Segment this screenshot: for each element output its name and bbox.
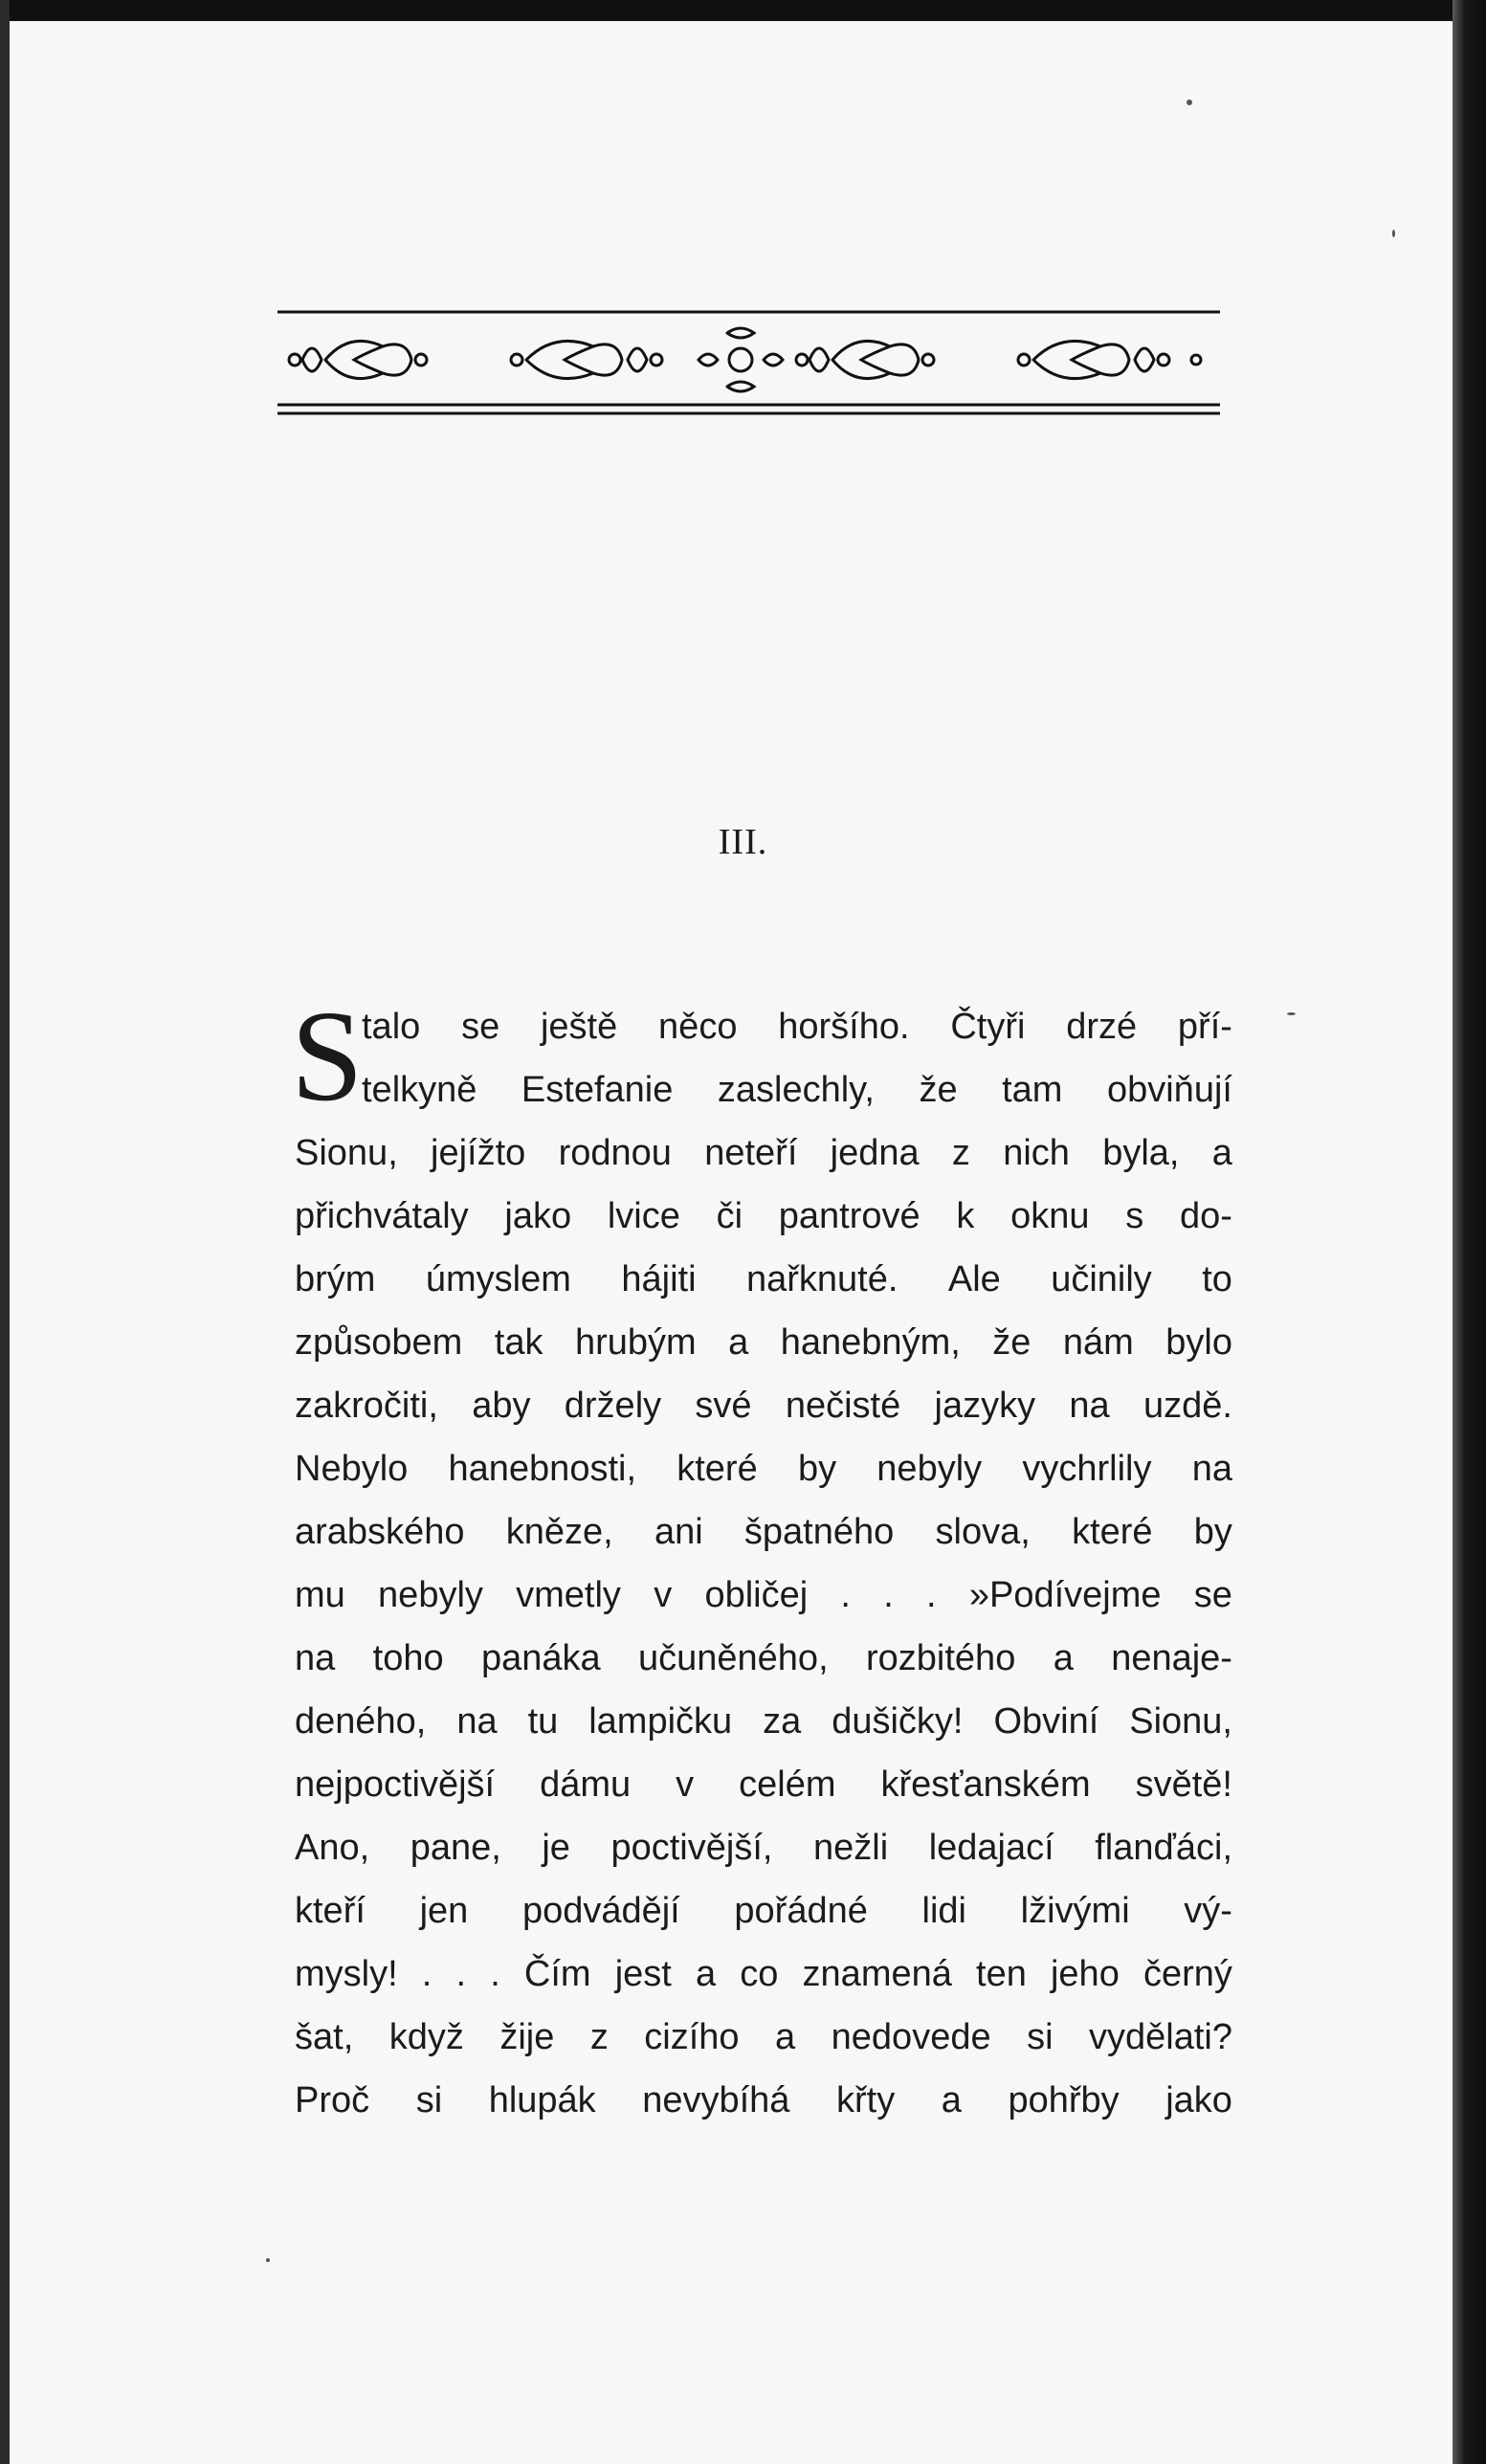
text-word: lvice (607, 1196, 680, 1236)
text-word: oknu (1010, 1196, 1090, 1236)
text-word: tak (494, 1322, 543, 1363)
scan-speck (1392, 230, 1395, 237)
text-word: cizího (644, 2017, 740, 2057)
text-word: a (728, 1322, 749, 1363)
text-word: pantrové (778, 1196, 920, 1236)
scan-top-edge (0, 0, 1486, 21)
text-word: neteří (704, 1133, 798, 1173)
text-word: nenaje- (1111, 1638, 1232, 1678)
text-word: jen (419, 1891, 469, 1931)
text-word: vý- (1184, 1891, 1232, 1931)
text-line (295, 2006, 1232, 2069)
text-line (295, 1058, 1232, 1121)
text-word: hanebnosti, (448, 1449, 637, 1489)
text-word: brým (295, 1259, 376, 1299)
text-word: bylo (1165, 1322, 1232, 1363)
text-word: hlupák (488, 2080, 596, 2120)
text-word: vmetly (516, 1575, 621, 1615)
text-line (295, 1816, 1232, 1879)
text-word: Sionu, (1129, 1701, 1232, 1742)
text-word: které (676, 1449, 758, 1489)
text-word: toho (372, 1638, 444, 1678)
text-word: ledajací (928, 1828, 1054, 1868)
text-word: a (941, 2080, 962, 2120)
text-word: učinily (1051, 1259, 1152, 1299)
text-word: s (1125, 1196, 1144, 1236)
text-line (295, 1374, 1232, 1437)
text-word: by (1193, 1512, 1232, 1552)
text-word: šat, (295, 2017, 354, 2057)
text-word: na (1191, 1449, 1232, 1489)
scan-speck (1287, 1012, 1296, 1015)
text-word: Čtyři (950, 1007, 1026, 1047)
text-word: Ano, (295, 1828, 370, 1868)
text-word: obviňují (1106, 1070, 1232, 1110)
text-word: zakročiti, (295, 1386, 438, 1426)
text-word: nevybíhá (642, 2080, 790, 2120)
text-word: dámu (540, 1765, 632, 1805)
text-word: se (461, 1007, 500, 1047)
text-word: lidi (921, 1891, 966, 1931)
text-word: ten (976, 1954, 1027, 1994)
text-word: špatného (743, 1512, 895, 1552)
text-word: tam (1002, 1070, 1063, 1110)
text-word: vychrlily (1022, 1449, 1152, 1489)
ornament-border-icon (277, 306, 1220, 421)
text-word: deného, (295, 1701, 427, 1742)
text-word: panáka (480, 1638, 601, 1678)
text-word: učuněného, (638, 1638, 829, 1678)
text-word: nedovede (831, 2017, 991, 2057)
text-word: když (388, 2017, 464, 2057)
text-word: je (542, 1828, 570, 1868)
scan-speck (1187, 100, 1192, 105)
text-word: z (951, 1133, 970, 1173)
text-word: že (919, 1070, 958, 1110)
text-word: a (775, 2017, 796, 2057)
text-word: něco (658, 1007, 738, 1047)
text-word: nebyly (378, 1575, 483, 1615)
text-word: to (1202, 1259, 1232, 1299)
text-word: způsobem (295, 1322, 463, 1363)
drop-cap: S (291, 985, 364, 1128)
text-word: by (797, 1449, 837, 1489)
text-word: slova, (935, 1512, 1031, 1552)
text-line (295, 1753, 1232, 1816)
text-word: drzé (1066, 1007, 1138, 1047)
text-word: a (695, 1954, 717, 1994)
chapter-body-text (291, 985, 1232, 2132)
text-line (295, 1500, 1232, 1564)
text-line (295, 1248, 1232, 1311)
text-word: se (1193, 1575, 1232, 1615)
text-word: černý (1142, 1954, 1232, 1994)
text-word: Obviní (993, 1701, 1099, 1742)
text-word: lživými (1020, 1891, 1130, 1931)
text-word: . (455, 1954, 467, 1994)
text-line (295, 1942, 1232, 2006)
text-word: v (676, 1765, 695, 1805)
text-word: nečisté (785, 1386, 901, 1426)
text-word: na (456, 1701, 498, 1742)
text-word: si (1027, 2017, 1054, 2057)
text-word: Estefanie (521, 1070, 674, 1110)
text-word: své (695, 1386, 752, 1426)
text-word: pořádné (734, 1891, 868, 1931)
text-word: hrubým (574, 1322, 697, 1363)
text-word: vydělati? (1088, 2017, 1232, 2057)
text-line (295, 1879, 1232, 1942)
text-word: . (883, 1575, 894, 1615)
text-word: jeho (1050, 1954, 1120, 1994)
text-line (295, 1690, 1232, 1753)
text-line (295, 1627, 1232, 1690)
text-word: křty (836, 2080, 896, 2120)
text-line (295, 1437, 1232, 1500)
text-word: k (956, 1196, 975, 1236)
text-word: talo (362, 1007, 421, 1047)
text-word: nežli (813, 1828, 889, 1868)
text-word: za (763, 1701, 802, 1742)
text-word: nařknuté. (745, 1259, 898, 1299)
text-word: v (654, 1575, 673, 1615)
text-word: pohřby (1008, 2080, 1120, 2120)
text-word: obličej (704, 1575, 809, 1615)
scan-speck (266, 2258, 270, 2262)
text-word: jazyky (934, 1386, 1036, 1426)
text-word: telkyně (362, 1070, 477, 1110)
text-word: Sionu, (295, 1133, 398, 1173)
text-word: hájiti (621, 1259, 697, 1299)
text-line (295, 1185, 1232, 1248)
text-word: kněze, (505, 1512, 613, 1552)
text-word: hanebným, (780, 1322, 961, 1363)
text-word: Ale (947, 1259, 1001, 1299)
text-word: nebyly (876, 1449, 983, 1489)
text-word: celém (739, 1765, 836, 1805)
text-word: horšího. (778, 1007, 910, 1047)
text-word: lampičku (588, 1701, 733, 1742)
text-word: pane, (410, 1828, 501, 1868)
text-line (295, 1311, 1232, 1374)
text-word: nich (1003, 1133, 1070, 1173)
text-word: dušičky! (832, 1701, 964, 1742)
text-word: . (840, 1575, 851, 1615)
text-word: arabského (295, 1512, 465, 1552)
text-word: Nebylo (295, 1449, 409, 1489)
text-word: žije (499, 2017, 555, 2057)
text-word: znamená (802, 1954, 952, 1994)
text-word: zaslechly, (717, 1070, 875, 1110)
text-word: jako (504, 1196, 572, 1236)
text-word: »Podívejme (968, 1575, 1162, 1615)
text-line (295, 2069, 1232, 2132)
text-word: nám (1062, 1322, 1134, 1363)
text-word: světě! (1135, 1765, 1232, 1805)
text-word: byla, (1102, 1133, 1180, 1173)
text-word: pří- (1177, 1007, 1232, 1047)
text-word: které (1072, 1512, 1153, 1552)
text-word: flanďáci, (1095, 1828, 1232, 1868)
text-word: . (490, 1954, 500, 1994)
text-word: nejpoctivější (295, 1765, 496, 1805)
text-word: podvádějí (521, 1891, 680, 1931)
text-word: rodnou (558, 1133, 672, 1173)
text-word: Čím (523, 1954, 591, 1994)
text-line (295, 1121, 1232, 1185)
text-word: mu (295, 1575, 345, 1615)
text-word: jedna (830, 1133, 920, 1173)
text-word: křesťanském (880, 1765, 1091, 1805)
text-word: na (295, 1638, 336, 1678)
text-line (295, 995, 1232, 1058)
scan-right-edge (1453, 0, 1486, 2464)
text-word: uzdě. (1142, 1386, 1232, 1426)
text-word: že (992, 1322, 1031, 1363)
text-word: přichvátaly (295, 1196, 469, 1236)
text-word: si (415, 2080, 443, 2120)
text-word: úmyslem (425, 1259, 571, 1299)
text-word: jejížto (431, 1133, 526, 1173)
text-word: mysly! (295, 1954, 398, 1994)
ornamental-headpiece (277, 306, 1220, 421)
text-word: a (1053, 1638, 1074, 1678)
text-word: držely (564, 1386, 662, 1426)
text-word: jako (1165, 2080, 1232, 2120)
text-word: aby (472, 1386, 531, 1426)
text-line (295, 1564, 1232, 1627)
text-word: . (926, 1575, 937, 1615)
text-word: ani (654, 1512, 703, 1552)
text-word: do- (1180, 1196, 1232, 1236)
text-word: co (740, 1954, 779, 1994)
text-word: . (421, 1954, 432, 1994)
scan-left-edge (0, 0, 10, 2464)
text-word: na (1069, 1386, 1110, 1426)
text-word: tu (527, 1701, 559, 1742)
text-word: kteří (295, 1891, 366, 1931)
text-word: či (716, 1196, 743, 1236)
text-word: z (589, 2017, 609, 2057)
text-word: jest (614, 1954, 672, 1994)
text-word: ještě (540, 1007, 618, 1047)
text-word: poctivější, (610, 1828, 773, 1868)
chapter-heading: III. (718, 822, 768, 862)
text-word: Proč (295, 2080, 370, 2120)
text-word: rozbitého (866, 1638, 1016, 1678)
text-word: a (1211, 1133, 1232, 1173)
